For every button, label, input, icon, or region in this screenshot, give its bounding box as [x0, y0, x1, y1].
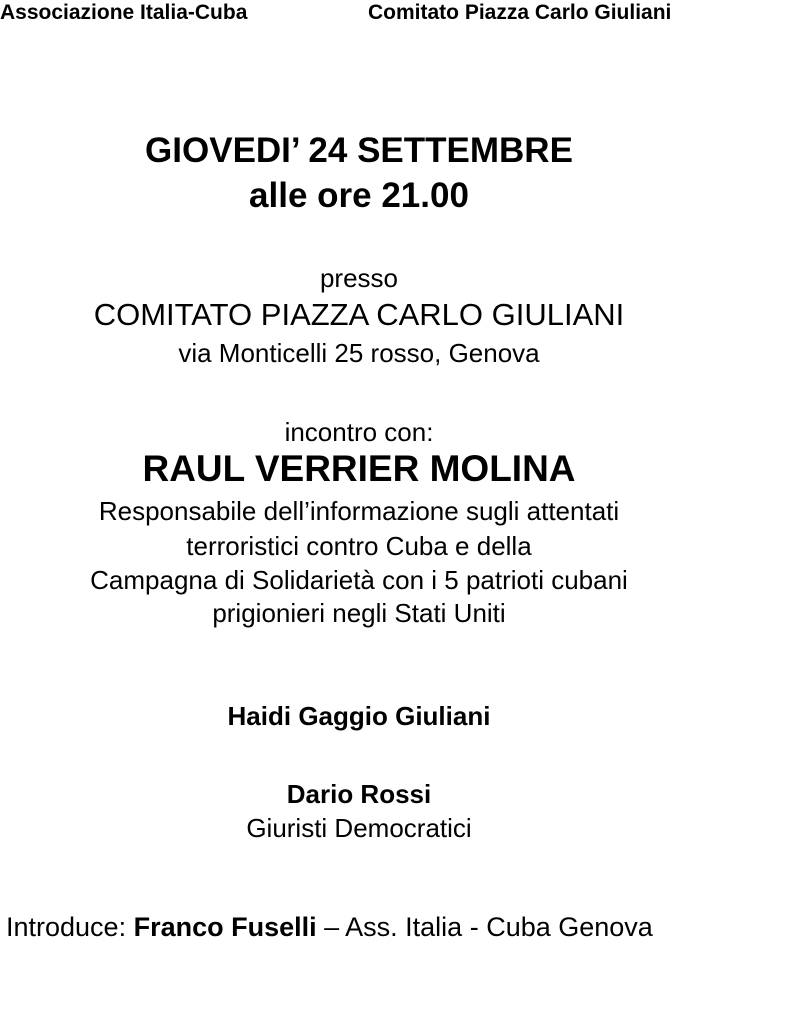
introduction-line	[6, 912, 653, 943]
introducer-name: Franco Fuselli	[133, 912, 317, 942]
introduction-label: Introduce:	[6, 912, 134, 942]
header-organization-left: Associazione Italia-Cuba	[0, 1, 248, 24]
header-organization-right: Comitato Piazza Carlo Giuliani	[368, 1, 672, 24]
venue-address: via Monticelli 25 rosso, Genova	[178, 338, 540, 368]
guest-name: Dario Rossi	[286, 779, 432, 809]
event-time: alle ore 21.00	[249, 176, 469, 215]
meeting-label: incontro con:	[284, 417, 434, 447]
speaker-description-line: terroristici contro Cuba e della	[186, 531, 532, 561]
guest-role: Giuristi Democratici	[246, 813, 472, 843]
venue-prefix: presso	[319, 263, 399, 293]
speaker-name: RAUL VERRIER MOLINA	[142, 448, 576, 489]
venue-name: COMITATO PIAZZA CARLO GIULIANI	[93, 297, 625, 332]
speaker-description-line: Responsabile dell’informazione sugli attentati	[98, 496, 620, 526]
guest-name: Haidi Gaggio Giuliani	[227, 701, 491, 731]
event-date: GIOVEDI’ 24 SETTEMBRE	[145, 131, 573, 170]
introducer-affiliation: – Ass. Italia - Cuba Genova	[316, 912, 653, 942]
speaker-description-line: prigionieri negli Stati Uniti	[212, 598, 506, 628]
speaker-description-line: Campagna di Solidarietà con i 5 patrioti cubani	[90, 565, 628, 595]
